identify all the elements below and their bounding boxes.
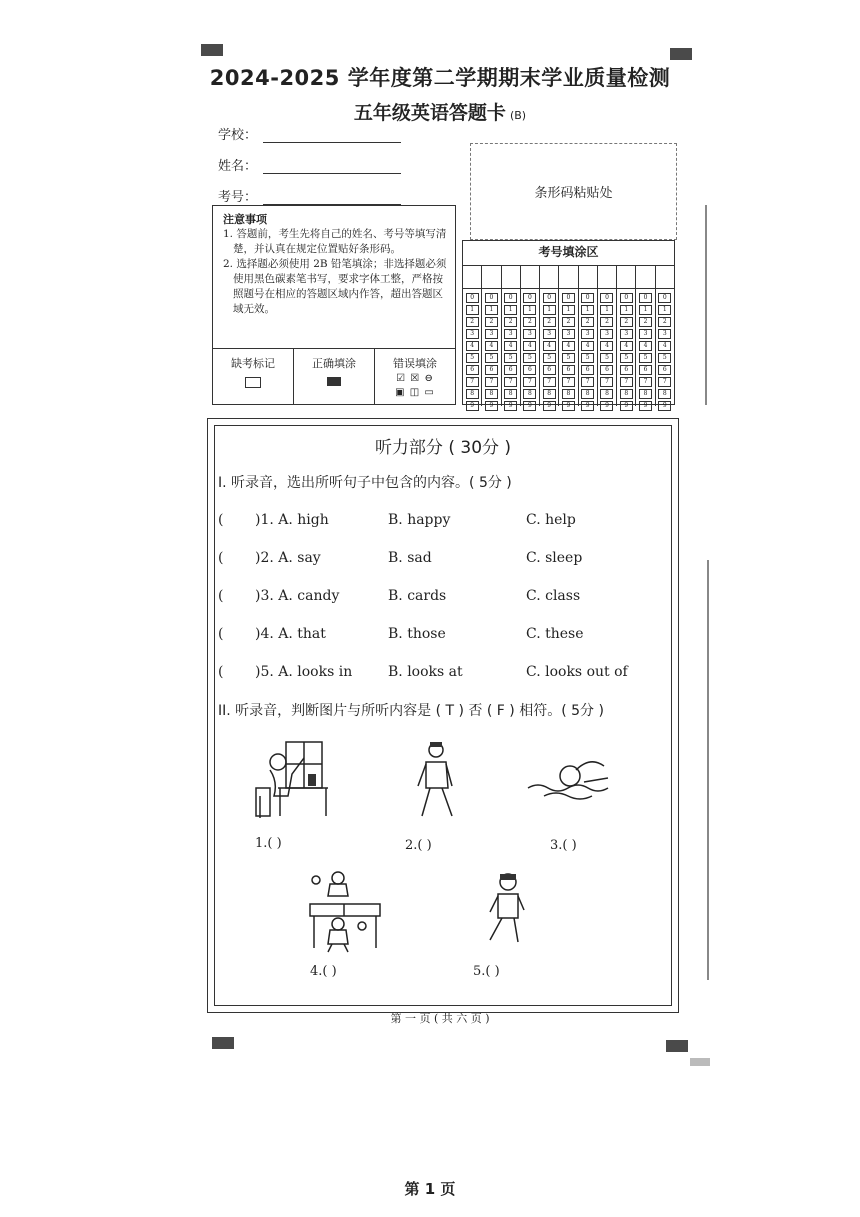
answer-paren[interactable]: ( [218, 664, 224, 680]
id-digit-bubble[interactable]: 9 [523, 401, 536, 411]
legend-correct [294, 349, 375, 404]
id-digit-bubble[interactable]: 7 [504, 377, 517, 387]
id-digit-bubble[interactable]: 3 [639, 329, 652, 339]
legend-wrong-label: 错误填涂 [393, 357, 437, 370]
id-digit-bubble[interactable]: 4 [504, 341, 517, 351]
id-digit-bubble[interactable]: 1 [543, 305, 556, 315]
id-digit-bubble[interactable]: 7 [562, 377, 575, 387]
id-digit-bubble[interactable]: 0 [543, 293, 556, 303]
picture-swimming-girl [524, 752, 616, 808]
answer-paren[interactable]: ( [218, 512, 224, 528]
tf-answer-3[interactable]: 3.( ) [550, 838, 577, 853]
id-digit-write-cell[interactable] [502, 266, 521, 288]
id-digit-bubble[interactable]: 7 [543, 377, 556, 387]
id-digit-bubble[interactable]: 1 [600, 305, 613, 315]
id-digit-column [482, 289, 501, 409]
id-digit-bubble[interactable]: 8 [620, 389, 633, 399]
page-number: 第 1 页 [404, 1180, 456, 1198]
id-digit-bubble[interactable]: 9 [600, 401, 613, 411]
barcode-area [470, 143, 677, 240]
id-digit-bubble[interactable]: 8 [658, 389, 671, 399]
id-digit-column [559, 289, 578, 409]
id-digit-bubble[interactable]: 7 [658, 377, 671, 387]
id-grid [462, 240, 675, 409]
id-grid-write-row [463, 266, 674, 289]
id-digit-bubble[interactable]: 1 [581, 305, 594, 315]
option-c: C. help [526, 512, 576, 528]
id-digit-bubble[interactable]: 8 [485, 389, 498, 399]
id-digit-bubble[interactable]: 7 [485, 377, 498, 387]
id-digit-bubble[interactable]: 0 [600, 293, 613, 303]
id-digit-write-cell[interactable] [540, 266, 559, 288]
id-digit-bubble[interactable]: 5 [485, 353, 498, 363]
school-line[interactable] [263, 130, 401, 143]
absent-mark-box[interactable] [245, 377, 261, 388]
id-digit-bubble[interactable]: 9 [639, 401, 652, 411]
subtitle-text: 五年级英语答题卡 [353, 102, 506, 124]
id-digit-bubble[interactable]: 2 [466, 317, 479, 327]
id-digit-bubble[interactable]: 3 [581, 329, 594, 339]
id-digit-bubble[interactable]: 0 [639, 293, 652, 303]
answer-paren[interactable]: ( [218, 588, 224, 604]
id-digit-bubble[interactable]: 7 [639, 377, 652, 387]
id-digit-bubble[interactable]: 8 [639, 389, 652, 399]
id-digit-bubble[interactable]: 4 [562, 341, 575, 351]
id-digit-bubble[interactable]: 9 [466, 401, 479, 411]
id-digit-bubble[interactable]: 5 [523, 353, 536, 363]
id-digit-bubble[interactable]: 8 [581, 389, 594, 399]
notice-box [212, 205, 456, 405]
exam-subtitle [200, 98, 680, 125]
id-digit-bubble[interactable]: 2 [639, 317, 652, 327]
id-digit-column [502, 289, 521, 409]
id-digit-bubble[interactable]: 4 [581, 341, 594, 351]
id-digit-bubble[interactable]: 1 [658, 305, 671, 315]
id-digit-column [617, 289, 636, 409]
correct-fill-sample [327, 377, 341, 386]
fill-legend [213, 348, 455, 404]
id-grid-title: 考号填涂区 [463, 241, 674, 266]
id-digit-bubble[interactable]: 9 [543, 401, 556, 411]
name-line[interactable] [263, 161, 401, 174]
id-digit-bubble[interactable]: 0 [466, 293, 479, 303]
notice-item-1: 1. 答题前，考生先将自己的姓名、考号等填写清楚，并认真在规定位置贴好条形码。 [223, 228, 447, 255]
id-digit-bubble[interactable]: 5 [581, 353, 594, 363]
scan-edge [705, 205, 707, 405]
barcode-label: 条形码粘贴处 [534, 186, 613, 201]
id-digit-bubble[interactable]: 6 [581, 365, 594, 375]
option-b: B. sad [388, 550, 432, 566]
id-digit-bubble[interactable]: 4 [600, 341, 613, 351]
id-digit-bubble[interactable]: 9 [658, 401, 671, 411]
id-digit-bubble[interactable]: 4 [658, 341, 671, 351]
id-digit-bubble[interactable]: 3 [504, 329, 517, 339]
id-digit-bubble[interactable]: 7 [466, 377, 479, 387]
id-digit-bubble[interactable]: 2 [562, 317, 575, 327]
name-label: 姓名： [218, 159, 258, 174]
picture-table-tennis [304, 868, 384, 954]
id-digit-bubble[interactable]: 5 [562, 353, 575, 363]
id-digit-bubble[interactable]: 6 [485, 365, 498, 375]
id-digit-bubble[interactable]: 1 [620, 305, 633, 315]
wrong-fill-samples-1: ☑ ☒ ⊖ [396, 373, 434, 384]
id-digit-bubble[interactable]: 3 [600, 329, 613, 339]
id-digit-write-cell[interactable] [482, 266, 501, 288]
id-digit-bubble[interactable]: 4 [639, 341, 652, 351]
id-grid-bubbles [463, 289, 674, 409]
registration-mark [666, 1040, 688, 1052]
page-footer: 第 一 页 ( 共 六 页 ) [390, 1012, 490, 1025]
id-digit-column [521, 289, 540, 409]
id-digit-bubble[interactable]: 6 [543, 365, 556, 375]
id-digit-bubble[interactable]: 0 [620, 293, 633, 303]
option-b: B. cards [388, 588, 447, 604]
id-digit-bubble[interactable]: 2 [504, 317, 517, 327]
id-digit-write-cell[interactable] [559, 266, 578, 288]
id-digit-column [636, 289, 655, 409]
id-digit-bubble[interactable]: 3 [466, 329, 479, 339]
id-digit-bubble[interactable]: 5 [466, 353, 479, 363]
picture-running-boy [484, 872, 528, 946]
scan-edge [690, 1058, 710, 1066]
id-digit-bubble[interactable]: 4 [485, 341, 498, 351]
picture-boy-window [248, 738, 334, 822]
listening-title: 听力部分 ( 30分 ) [374, 438, 512, 458]
registration-mark [201, 44, 223, 56]
id-digit-bubble[interactable]: 0 [581, 293, 594, 303]
id-digit-bubble[interactable]: 2 [523, 317, 536, 327]
id-digit-bubble[interactable]: 0 [562, 293, 575, 303]
legend-absent [213, 349, 294, 404]
answer-paren[interactable]: ( [218, 626, 224, 642]
option-b: B. looks at [388, 664, 463, 680]
id-digit-bubble[interactable]: 3 [523, 329, 536, 339]
id-digit-bubble[interactable]: 2 [658, 317, 671, 327]
id-digit-bubble[interactable]: 1 [466, 305, 479, 315]
id-digit-write-cell[interactable] [656, 266, 674, 288]
school-label: 学校： [218, 128, 258, 143]
id-digit-bubble[interactable]: 6 [639, 365, 652, 375]
id-digit-bubble[interactable]: 6 [523, 365, 536, 375]
tf-answer-5[interactable]: 5.( ) [473, 964, 500, 979]
id-digit-column [598, 289, 617, 409]
id-digit-bubble[interactable]: 2 [543, 317, 556, 327]
id-digit-bubble[interactable]: 4 [543, 341, 556, 351]
question-row [218, 626, 658, 646]
question-row [218, 588, 658, 608]
id-digit-bubble[interactable]: 6 [600, 365, 613, 375]
id-digit-bubble[interactable]: 8 [600, 389, 613, 399]
option-a: )2. A. say [255, 550, 321, 566]
id-digit-bubble[interactable]: 6 [504, 365, 517, 375]
id-digit-bubble[interactable]: 3 [543, 329, 556, 339]
id-digit-bubble[interactable]: 6 [620, 365, 633, 375]
id-digit-bubble[interactable]: 8 [562, 389, 575, 399]
id-digit-write-cell[interactable] [463, 266, 482, 288]
question-row [218, 664, 658, 684]
wrong-fill-samples-2: ▣ ◫ ▭ [395, 387, 435, 398]
id-digit-bubble[interactable]: 7 [581, 377, 594, 387]
id-digit-write-cell[interactable] [521, 266, 540, 288]
id-digit-bubble[interactable]: 7 [600, 377, 613, 387]
id-digit-bubble[interactable]: 2 [485, 317, 498, 327]
id-digit-bubble[interactable]: 1 [562, 305, 575, 315]
id-digit-bubble[interactable]: 2 [620, 317, 633, 327]
version-label: (B) [509, 109, 527, 122]
notice-heading: 注意事项 [223, 213, 267, 226]
option-c: C. these [526, 626, 584, 642]
legend-absent-label: 缺考标记 [231, 357, 275, 370]
id-digit-column [579, 289, 598, 409]
exam-number-line[interactable] [263, 192, 401, 205]
option-a: )4. A. that [255, 626, 326, 642]
id-digit-bubble[interactable]: 3 [658, 329, 671, 339]
id-digit-bubble[interactable]: 1 [523, 305, 536, 315]
tf-answer-4[interactable]: 4.( ) [310, 964, 337, 979]
option-c: C. class [526, 588, 581, 604]
id-digit-bubble[interactable]: 2 [600, 317, 613, 327]
id-digit-bubble[interactable]: 0 [504, 293, 517, 303]
name-field[interactable] [218, 155, 401, 174]
answer-paren[interactable]: ( [218, 550, 224, 566]
exam-number-label: 考号： [218, 190, 258, 205]
id-digit-bubble[interactable]: 5 [658, 353, 671, 363]
registration-mark [670, 48, 692, 60]
question-row [218, 550, 658, 570]
option-a: )1. A. high [255, 512, 329, 528]
school-field[interactable] [218, 124, 401, 143]
id-digit-bubble[interactable]: 6 [466, 365, 479, 375]
id-digit-bubble[interactable]: 8 [466, 389, 479, 399]
id-digit-write-cell[interactable] [579, 266, 598, 288]
legend-wrong [375, 349, 455, 404]
id-digit-write-cell[interactable] [598, 266, 617, 288]
option-c: C. sleep [526, 550, 583, 566]
id-digit-bubble[interactable]: 6 [562, 365, 575, 375]
id-digit-bubble[interactable]: 4 [466, 341, 479, 351]
id-digit-bubble[interactable]: 4 [523, 341, 536, 351]
id-digit-bubble[interactable]: 9 [562, 401, 575, 411]
tf-answer-2[interactable]: 2.( ) [405, 838, 432, 853]
id-digit-bubble[interactable]: 5 [620, 353, 633, 363]
picture-walking-person [412, 740, 464, 822]
registration-mark [212, 1037, 234, 1049]
id-digit-bubble[interactable]: 3 [485, 329, 498, 339]
option-a: )3. A. candy [255, 588, 340, 604]
tf-answer-1[interactable]: 1.( ) [255, 836, 282, 851]
id-digit-bubble[interactable]: 1 [485, 305, 498, 315]
option-b: B. happy [388, 512, 451, 528]
id-digit-bubble[interactable]: 7 [523, 377, 536, 387]
id-digit-bubble[interactable]: 3 [620, 329, 633, 339]
question-row [218, 512, 658, 532]
id-digit-bubble[interactable]: 5 [600, 353, 613, 363]
part2-heading: II. 听录音，判断图片与所听内容是 ( T ) 否 ( F ) 相符。( 5分 ) [218, 703, 604, 719]
id-digit-write-cell[interactable] [636, 266, 655, 288]
id-digit-bubble[interactable]: 1 [504, 305, 517, 315]
id-digit-bubble[interactable]: 5 [504, 353, 517, 363]
id-digit-bubble[interactable]: 1 [639, 305, 652, 315]
id-digit-bubble[interactable]: 4 [620, 341, 633, 351]
id-digit-bubble[interactable]: 0 [523, 293, 536, 303]
id-digit-bubble[interactable]: 3 [562, 329, 575, 339]
id-digit-bubble[interactable]: 0 [485, 293, 498, 303]
id-digit-column [656, 289, 674, 409]
exam-number-field[interactable] [218, 186, 401, 205]
id-digit-bubble[interactable]: 9 [581, 401, 594, 411]
id-digit-bubble[interactable]: 8 [523, 389, 536, 399]
scan-edge [707, 560, 709, 980]
id-digit-bubble[interactable]: 7 [620, 377, 633, 387]
id-digit-column [540, 289, 559, 409]
id-digit-bubble[interactable]: 9 [620, 401, 633, 411]
id-digit-write-cell[interactable] [617, 266, 636, 288]
exam-title: 2024-2025 学年度第二学期期末学业质量检测 [209, 66, 671, 90]
id-digit-bubble[interactable]: 5 [639, 353, 652, 363]
option-b: B. those [388, 626, 446, 642]
legend-correct-label: 正确填涂 [312, 357, 356, 370]
id-digit-bubble[interactable]: 0 [658, 293, 671, 303]
id-digit-bubble[interactable]: 8 [504, 389, 517, 399]
id-digit-bubble[interactable]: 5 [543, 353, 556, 363]
id-digit-bubble[interactable]: 2 [581, 317, 594, 327]
option-a: )5. A. looks in [255, 664, 353, 680]
option-c: C. looks out of [526, 664, 628, 680]
part1-heading: I. 听录音，选出所听句子中包含的内容。( 5分 ) [218, 475, 512, 491]
id-digit-bubble[interactable]: 9 [485, 401, 498, 411]
id-digit-bubble[interactable]: 6 [658, 365, 671, 375]
id-digit-column [463, 289, 482, 409]
id-digit-bubble[interactable]: 8 [543, 389, 556, 399]
notice-item-2: 2. 选择题必须使用 2B 铅笔填涂；非选择题必须使用黑色碳素笔书写，要求字体工整，严格按照题号在相应的答题区域内作答，超出答题区域无效。 [223, 258, 447, 315]
id-digit-bubble[interactable]: 9 [504, 401, 517, 411]
